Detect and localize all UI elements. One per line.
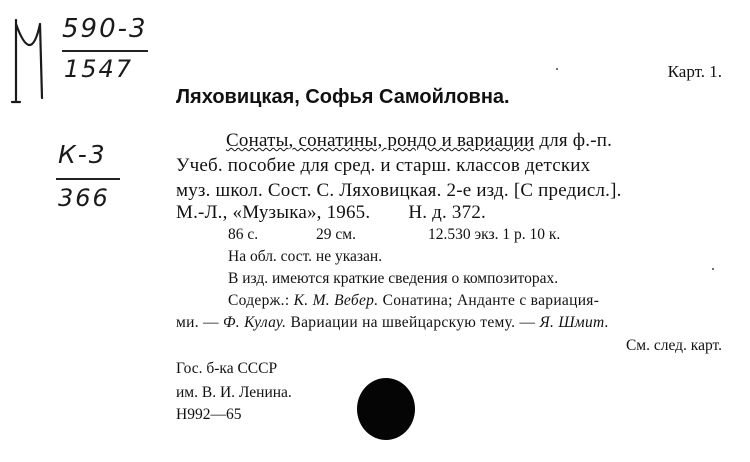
imprint: М.-Л., «Музыка», 1965. (176, 202, 371, 223)
contents-cont: ми. — (176, 314, 224, 331)
note-composers: В изд. имеются краткие сведения о композиторах. (228, 270, 559, 287)
library-line-3: Н992—65 (176, 406, 242, 423)
body-line-3: муз. школ. Сост. С. Ляховицкая. 2-е изд. [С предисл.]. (176, 180, 622, 201)
sub-mark-top: К-3 (58, 140, 107, 169)
pages: 86 с. (228, 226, 259, 243)
library-line-2: им. В. И. Ленина. (176, 384, 292, 401)
copies-price: 12.530 экз. 1 р. 10 к. (428, 226, 561, 243)
speck (712, 268, 714, 270)
handwritten-bracket (8, 12, 58, 112)
contents-author-1: К. М. Вебер. (293, 292, 379, 309)
contents-author-2: Ф. Кулау. (223, 314, 287, 331)
speck (556, 68, 558, 70)
title-rest: для ф.-п. (534, 130, 613, 151)
contents-line-2 (176, 314, 609, 332)
body-line-4 (176, 202, 486, 224)
contents-works-2: Вариации на швейцарскую тему. — (286, 314, 540, 331)
shelf-mark-bottom: 1547 (64, 55, 134, 83)
author-heading: Ляховицкая, Софья Самойловна. (176, 86, 510, 108)
title-text: Сонаты, сонатины, рондо и вариации (226, 130, 535, 151)
sub-mark-rule (56, 178, 120, 180)
punch-hole (357, 378, 415, 440)
contents-label: Содерж.: (228, 292, 290, 309)
see-next-card: См. след. карт. (625, 337, 722, 354)
library-line-1: Гос. б-ка СССР (176, 360, 278, 377)
note-compiler: На обл. сост. не указан. (228, 248, 383, 265)
size: 29 см. (316, 226, 356, 243)
card-number: Карт. 1. (667, 62, 722, 81)
body-line-2: Учеб. пособие для сред. и старш. классов детских (176, 155, 591, 176)
sub-mark-bottom: 366 (58, 184, 110, 212)
contents-works-1: Сонатина; Андантe с вариация- (378, 292, 600, 309)
contents-author-3: Я. Шмит. (539, 314, 609, 331)
contents-line-1 (228, 292, 599, 310)
title-line (226, 130, 612, 152)
shelf-mark-rule (62, 50, 148, 52)
price-code: Н. д. 372. (408, 202, 486, 223)
shelf-mark-top: 590-3 (62, 14, 148, 44)
